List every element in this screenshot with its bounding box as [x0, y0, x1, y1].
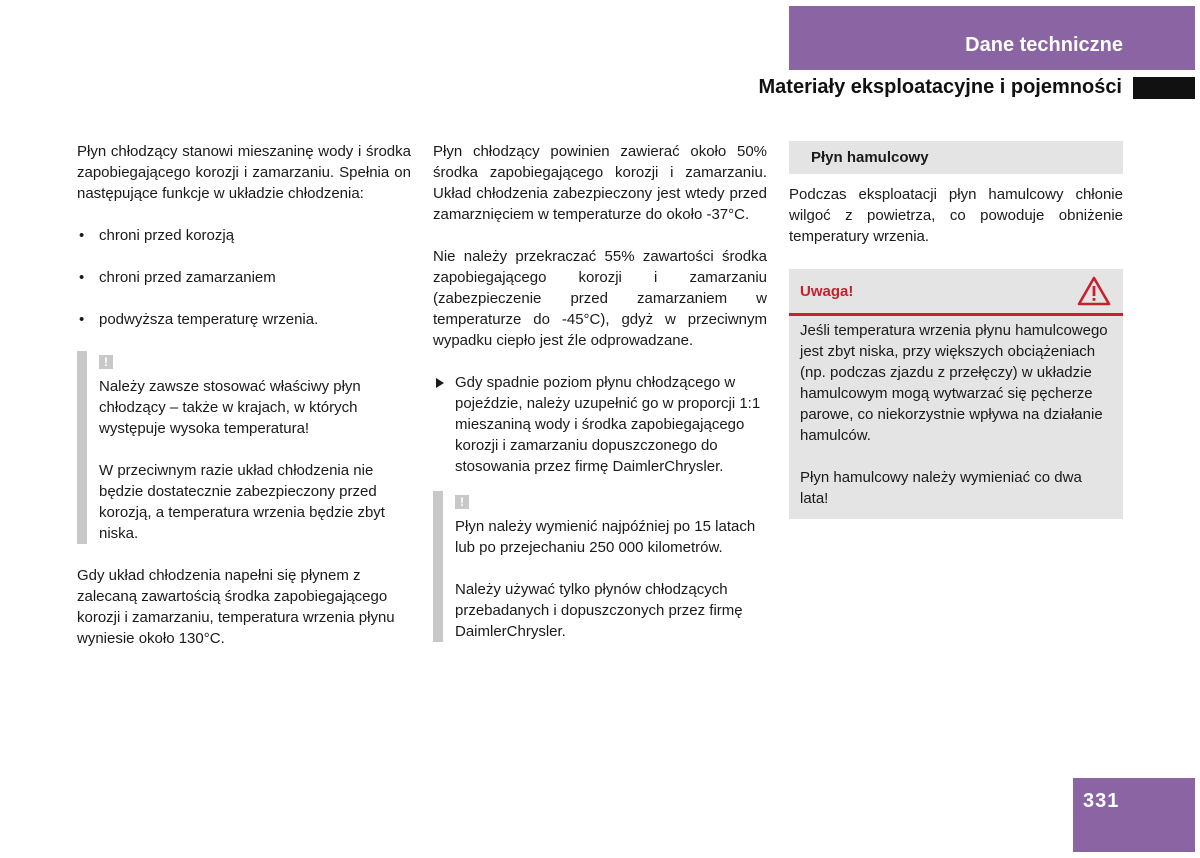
note-bar	[77, 351, 87, 544]
column-1	[77, 141, 411, 649]
instruction-text: Gdy spadnie poziom płynu chłodzącego w pojeździe, należy uzupełnić go w proporcji 1:1 mieszaniną wody i środka zapobiegającego korozji i zamarzaniu dopuszczonego do stosowania przez firmę DaimlerChrysler.	[455, 374, 761, 475]
coolant-note	[77, 351, 411, 544]
coolant-ratio-text: Płyn chłodzący powinien zawierać około 50% środka zapobiegającego korozji i zamarzaniu. Układ chłodzenia zabezpieczony jest wtedy przed zamarznięciem w temperaturze do około -37°C.	[433, 143, 767, 223]
warning-header	[789, 269, 1123, 316]
list-item	[77, 309, 411, 330]
bullet-icon: •	[79, 227, 85, 244]
exclamation-icon: !	[455, 495, 469, 509]
warning-box	[789, 269, 1123, 519]
note-bar	[433, 491, 443, 642]
boiling-point-text: Gdy układ chłodzenia napełni się płynem z zalecaną zawartością środka zapobiegającego korozji i zamarzaniu, temperatura wrzenia płynu wyniesie około 130°C.	[77, 567, 395, 647]
list-item	[77, 225, 411, 246]
list-item-text: podwyższa temperaturę wrzenia.	[99, 311, 319, 328]
refill-instruction	[433, 372, 767, 477]
bullet-icon: •	[79, 311, 85, 328]
section-tab	[789, 6, 1195, 70]
note-text: Należy zawsze stosować właściwy płyn chłodzący – także w krajach, w których występuje wysoka temperatura!	[99, 378, 361, 437]
coolant-limit-text: Nie należy przekraczać 55% zawartości środka zapobiegającego korozji i zamarzaniu (zabezpieczenie przed zamarzaniem w temperaturze do -45°C), gdyż w przeciwnym wypadku ciepło jest źle odprowadzane.	[433, 248, 767, 349]
warning-body	[789, 316, 1123, 519]
warning-text: Płyn hamulcowy należy wymieniać co dwa lata!	[800, 469, 1082, 507]
note-text: W przeciwnym razie układ chłodzenia nie będzie dostatecznie zabezpieczony przed korozją, a temperatura wrzenia będzie zbyt niska.	[99, 462, 385, 542]
list-item	[77, 267, 411, 288]
warning-triangle-icon	[1077, 276, 1111, 306]
warning-text: Jeśli temperatura wrzenia płynu hamulcowego jest zbyt niska, przy większych obciążeniach (np. podczas zjazdu z przełęczy) w układzie hamulcowym mogą wytwarzać się pęcherze parowe, co niekorzystnie wpływa na działanie hamulców.	[800, 322, 1108, 444]
page-number-tab	[1073, 778, 1195, 852]
page-number: 331	[1083, 790, 1120, 812]
coolant-intro: Płyn chłodzący stanowi mieszaninę wody i środka zapobiegającego korozji i zamarzaniu. Spełnia on następujące funkcje w układzie chłodzenia:	[77, 143, 411, 202]
note-text: Należy używać tylko płynów chłodzących przebadanych i dopuszczonych przez firmę DaimlerChrysler.	[455, 581, 743, 640]
list-item-text: chroni przed zamarzaniem	[99, 269, 276, 286]
warning-title: Uwaga!	[800, 283, 854, 300]
subtitle-marker-bar	[1133, 77, 1195, 99]
coolant-functions-list	[77, 225, 411, 330]
arrow-right-icon	[436, 378, 444, 388]
brake-fluid-text: Podczas eksploatacji płyn hamulcowy chłonie wilgoć z powietrza, co powoduje obniżenie temperatury wrzenia.	[789, 186, 1123, 245]
section-title: Dane techniczne	[965, 34, 1123, 56]
bullet-icon: •	[79, 269, 85, 286]
page-subtitle: Materiały eksploatacyjne i pojemności	[758, 76, 1122, 98]
list-item-text: chroni przed korozją	[99, 227, 235, 244]
brake-fluid-heading: Płyn hamulcowy	[789, 141, 1123, 174]
column-3	[789, 141, 1123, 519]
replacement-note	[433, 491, 767, 642]
exclamation-icon: !	[99, 355, 113, 369]
column-2	[433, 141, 767, 642]
note-text: Płyn należy wymienić najpóźniej po 15 latach lub po przejechaniu 250 000 kilometrów.	[455, 518, 756, 556]
